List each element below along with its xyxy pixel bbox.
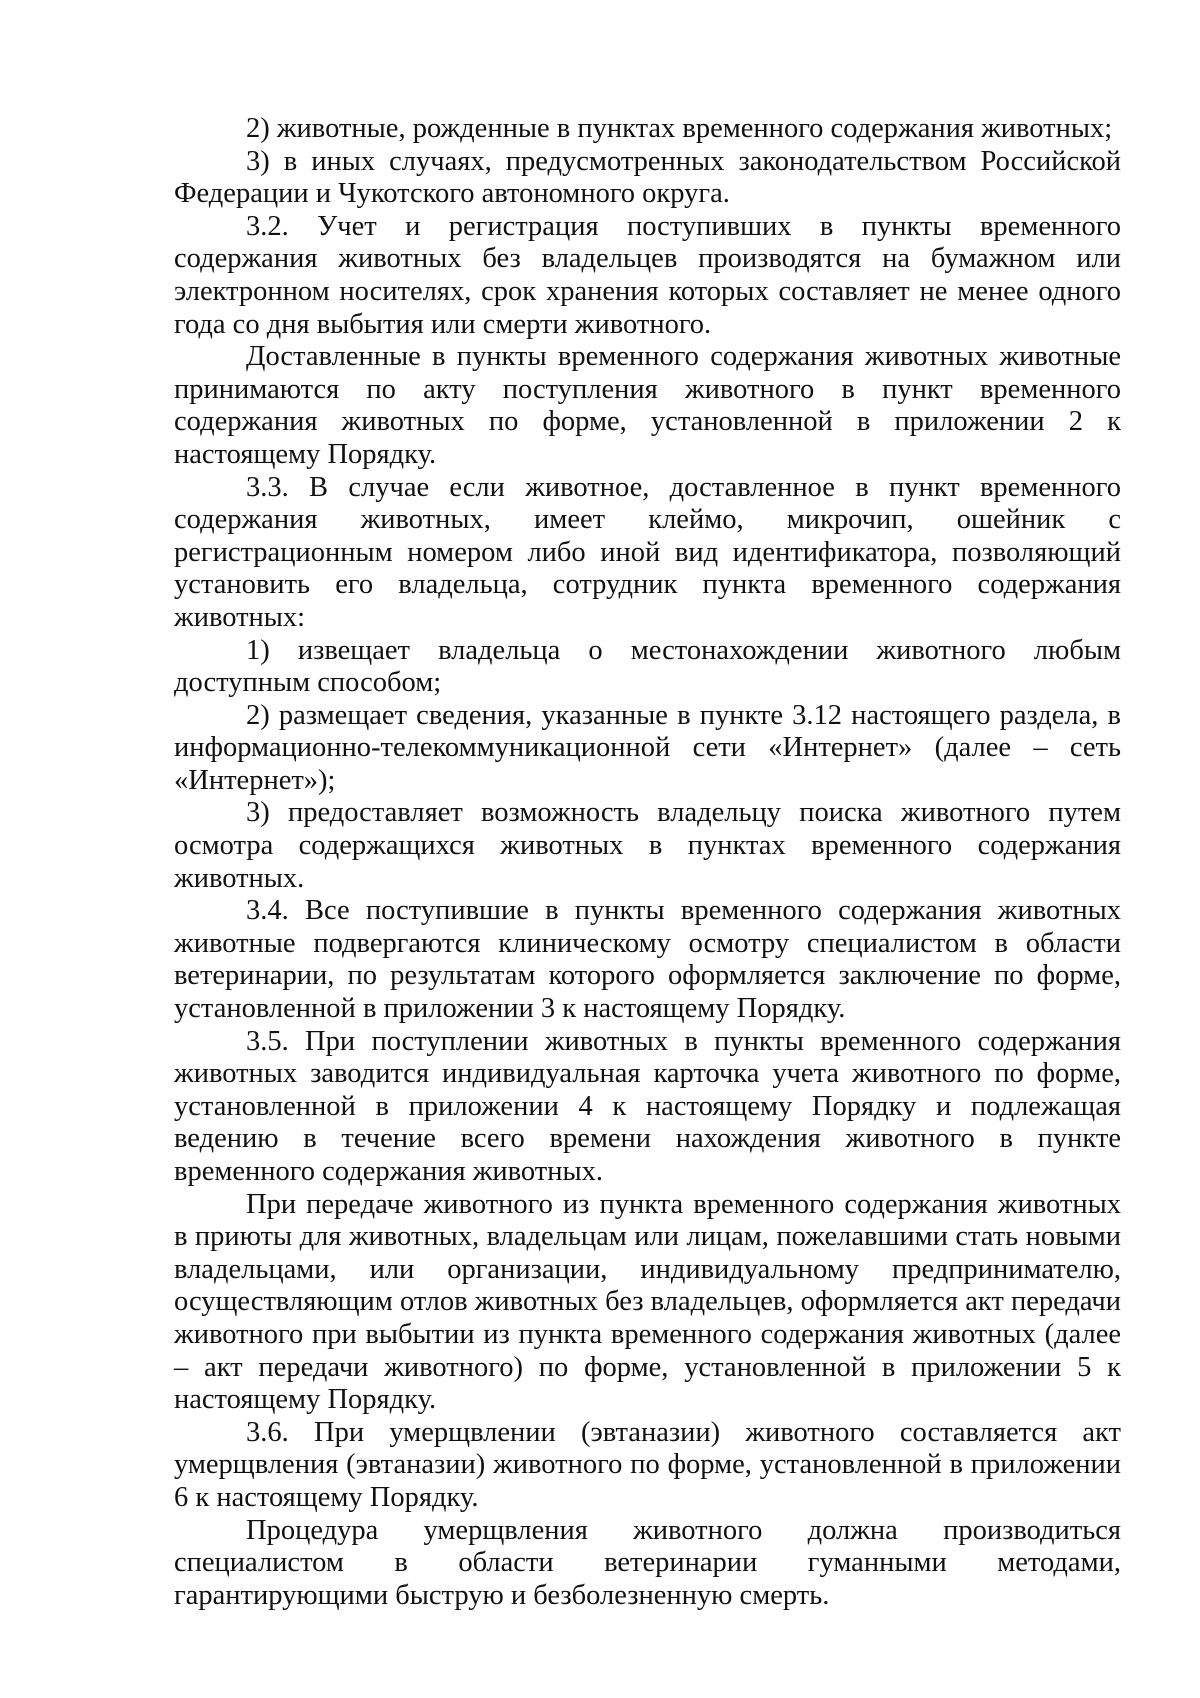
paragraph-3-2: 3.2. Учет и регистрация поступивших в пункты временного содержания животных без владельцев производятся на бумажном или электронном носителях, срок хранения которых составляет не менее одного года со дня выбытия или смерти животного. xyxy=(174,210,1121,340)
document-page xyxy=(174,113,1121,1612)
paragraph-3-6: 3.6. При умерщвлении (эвтаназии) животного составляется акт умерщвления (эвтаназии) животного по форме, установленной в приложении 6 к настоящему Порядку. xyxy=(174,1416,1121,1513)
paragraph-transfer-act: При передаче животного из пункта временного содержания животных в приюты для животных, владельцам или лицам, пожелавшими стать новыми владельцами, или организации, индивидуальному предпринимателю, осуществляющим отлов животных без владельцев, оформляется акт передачи животного при выбытии из пункта временного содержания животных (далее – акт передачи животного) по форме, установленной в приложении 5 к настоящему Порядку. xyxy=(174,1188,1121,1416)
paragraph-3-5: 3.5. При поступлении животных в пункты временного содержания животных заводится индивидуальная карточка учета животного по форме, установленной в приложении 4 к настоящему Порядку и подлежащая ведению в течение всего времени нахождения животного в пункте временного содержания животных. xyxy=(174,1025,1121,1187)
paragraph-euthanasia-procedure: Процедура умерщвления животного должна производиться специалистом в области ветеринарии гуманными методами, гарантирующими быструю и безболезненную смерть. xyxy=(174,1514,1121,1611)
paragraph-3-3-item-2: 2) размещает сведения, указанные в пункте 3.12 настоящего раздела, в информационно-телекоммуникационной сети «Интернет» (далее – сеть «Интернет»); xyxy=(174,699,1121,796)
paragraph-item-2-born: 2) животные, рожденные в пунктах временного содержания животных; xyxy=(246,113,1113,144)
paragraph-3-3: 3.3. В случае если животное, доставленное в пункт временного содержания животных, имеет клеймо, микрочип, ошейник с регистрационным номером либо иной вид идентификатора, позволяющий установить его владельца, сотрудник пункта временного содержания животных: xyxy=(174,471,1121,633)
paragraph-3-3-item-1: 1) извещает владельца о местонахождении животного любым доступным способом; xyxy=(174,634,1121,699)
paragraph-3-4: 3.4. Все поступившие в пункты временного содержания животных животные подвергаются клиническому осмотру специалистом в области ветеринарии, по результатам которого оформляется заключение по форме, установленной в приложении 3 к настоящему Порядку. xyxy=(174,895,1121,1025)
paragraph-3-3-item-3: 3) предоставляет возможность владельцу поиска животного путем осмотра содержащихся животных в пунктах временного содержания животных. xyxy=(174,797,1121,894)
paragraph-delivered-animals: Доставленные в пункты временного содержания животных животные принимаются по акту поступления животного в пункт временного содержания животных по форме, установленной в приложении 2 к настоящему Порядку. xyxy=(174,341,1121,470)
paragraph-item-3-other-cases: 3) в иных случаях, предусмотренных законодательством Российской Федерации и Чукотского автономного округа. xyxy=(174,145,1121,210)
